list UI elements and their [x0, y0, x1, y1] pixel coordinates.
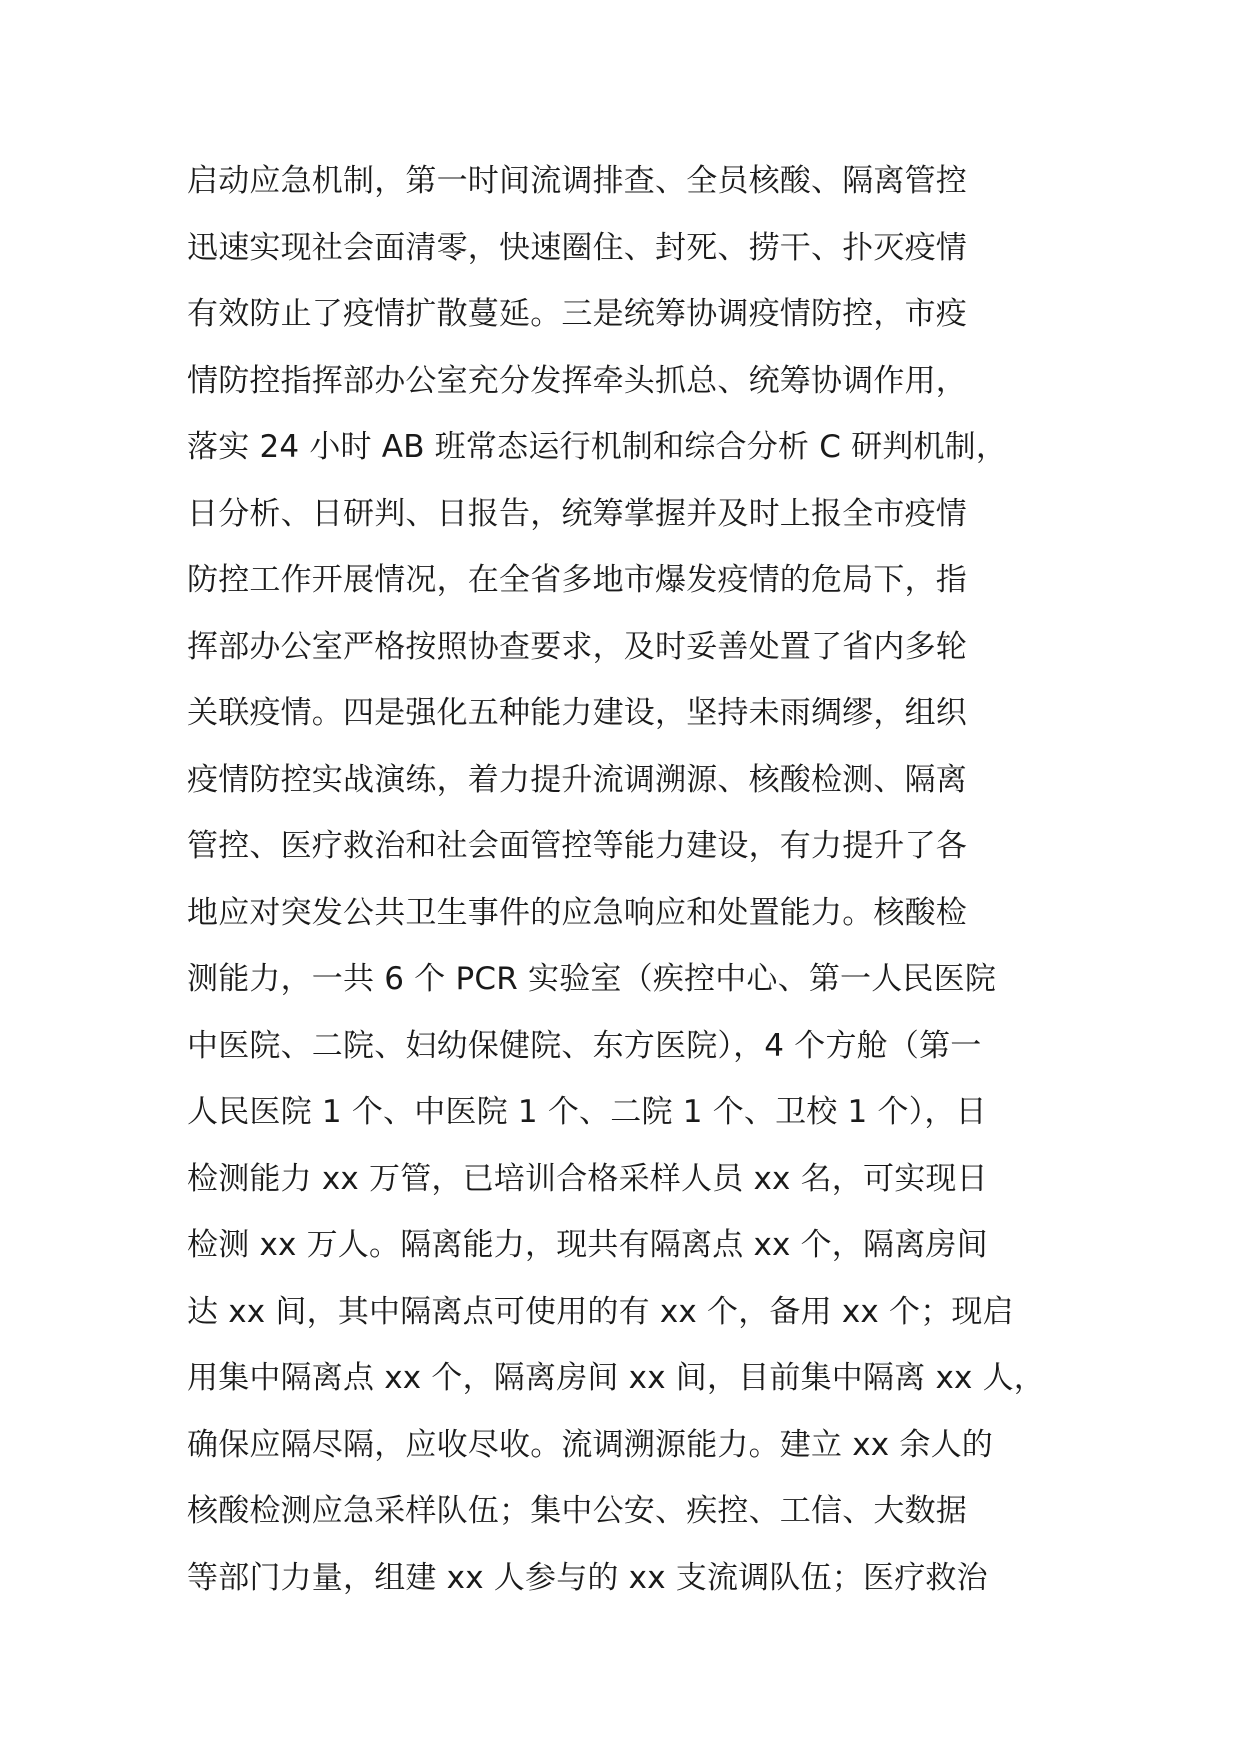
text-line-15: 人民医院 1 个、中医院 1 个、二院 1 个、卫校 1 个），日 — [187, 1094, 987, 1130]
text-line-22: 等部门力量，组建 xx 人参与的 xx 支流调队伍；医疗救治 — [187, 1559, 988, 1596]
text-line-12: 地应对突发公共卫生事件的应急响应和处置能力。核酸检 — [187, 894, 967, 931]
text-line-5: 落实 24 小时 AB 班常态运行机制和综合分析 C 研判机制， — [187, 429, 1008, 465]
text-line-2: 迅速实现社会面清零，快速圈住、封死、捞干、扑灭疫情 — [187, 229, 967, 266]
text-line-6: 日分析、日研判、日报告，统筹掌握并及时上报全市疫情 — [187, 495, 967, 532]
text-line-19: 用集中隔离点 xx 个，隔离房间 xx 间，目前集中隔离 xx 人， — [187, 1360, 1045, 1396]
text-line-3: 有效防止了疫情扩散蔓延。三是统筹协调疫情防控，市疫 — [187, 296, 967, 332]
body-text — [187, 148, 1087, 1611]
text-line-13: 测能力，一共 6 个 PCR 实验室（疾控中心、第一人民医院 — [187, 961, 997, 997]
text-line-1: 启动应急机制，第一时间流调排查、全员核酸、隔离管控 — [187, 163, 967, 199]
text-line-16: 检测能力 xx 万管，已培训合格采样人员 xx 名，可实现日 — [187, 1160, 988, 1197]
text-line-18: 达 xx 间，其中隔离点可使用的有 xx 个，备用 xx 个；现启 — [187, 1293, 1014, 1330]
text-line-7: 防控工作开展情况，在全省多地市爆发疫情的危局下，指 — [187, 562, 967, 598]
text-line-17: 检测 xx 万人。隔离能力，现共有隔离点 xx 个，隔离房间 — [187, 1227, 988, 1263]
text-line-9: 关联疫情。四是强化五种能力建设，坚持未雨绸缪，组织 — [187, 695, 967, 731]
text-line-21: 核酸检测应急采样队伍；集中公安、疾控、工信、大数据 — [187, 1493, 967, 1529]
text-line-8: 挥部办公室严格按照协查要求，及时妥善处置了省内多轮 — [187, 628, 967, 665]
text-line-11: 管控、医疗救治和社会面管控等能力建设，有力提升了各 — [187, 828, 967, 864]
text-line-14: 中医院、二院、妇幼保健院、东方医院），4 个方舱（第一 — [187, 1027, 982, 1064]
text-line-4: 情防控指挥部办公室充分发挥牵头抓总、统筹协调作用， — [187, 362, 967, 399]
text-line-20: 确保应隔尽隔，应收尽收。流调溯源能力。建立 xx 余人的 — [187, 1426, 993, 1463]
text-line-10: 疫情防控实战演练，着力提升流调溯源、核酸检测、隔离 — [187, 761, 967, 798]
